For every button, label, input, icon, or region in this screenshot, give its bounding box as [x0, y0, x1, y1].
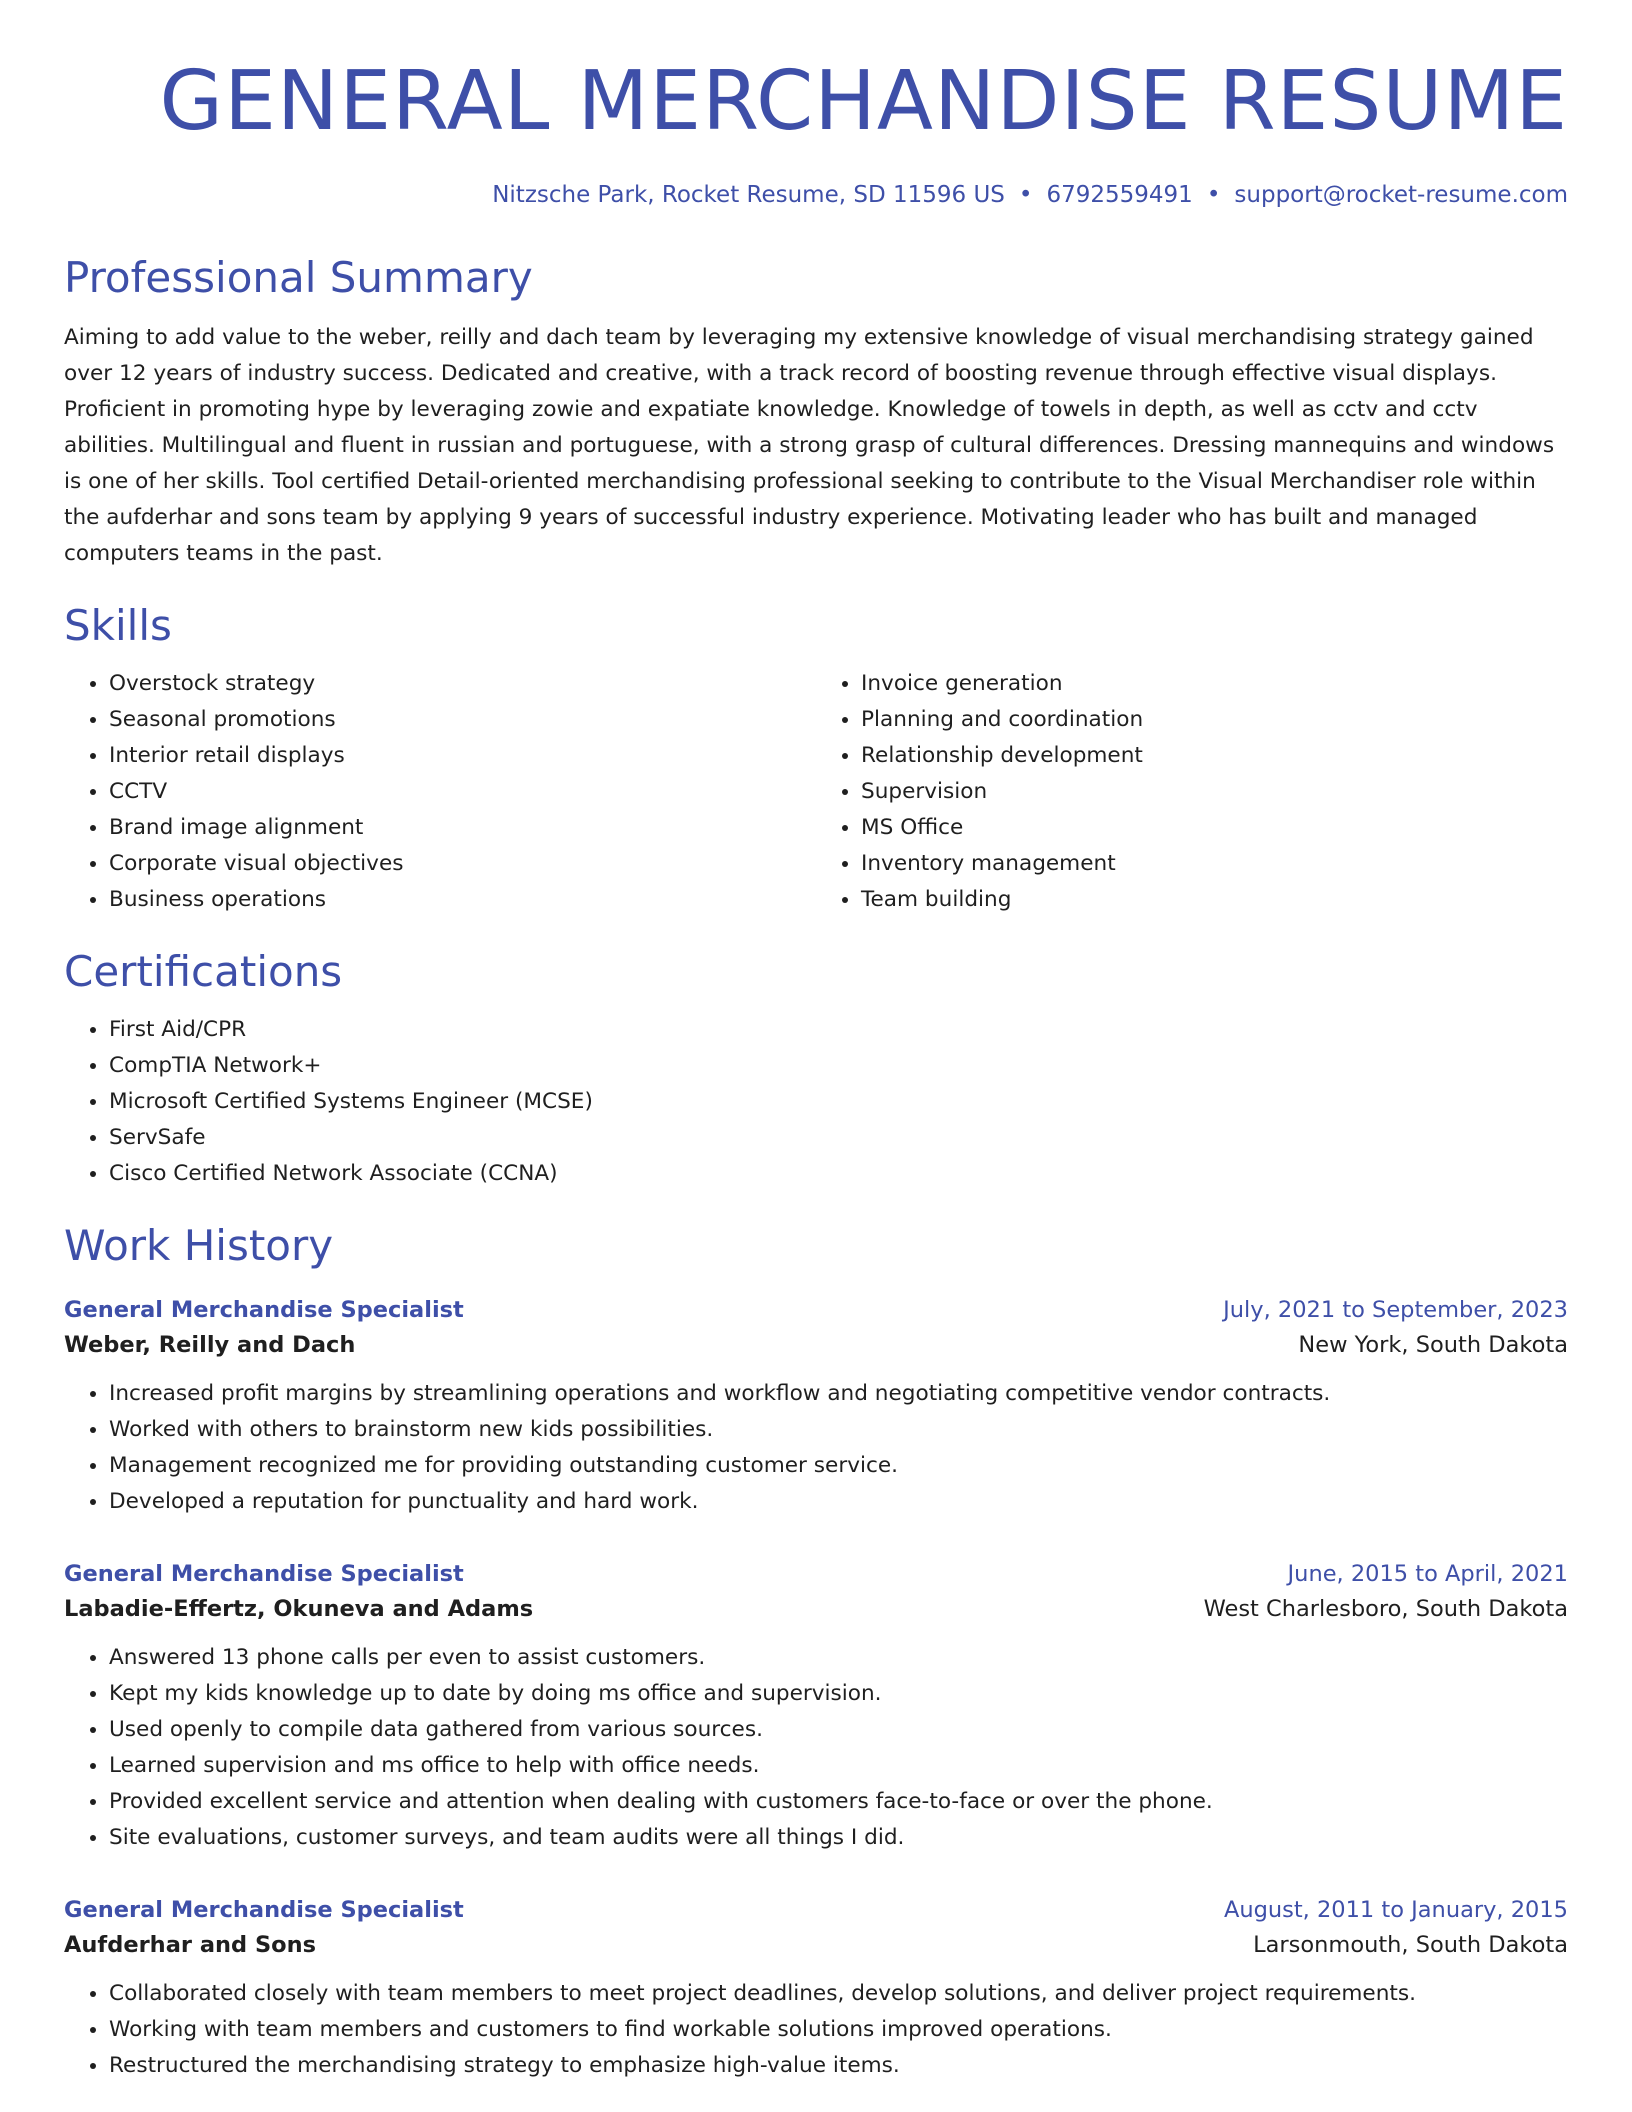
job-company: Aufderhar and Sons — [64, 1932, 317, 1958]
jobs-container — [64, 1294, 1568, 2084]
job-location: New York, South Dakota — [1298, 1332, 1568, 1358]
job-title: General Merchandise Specialist — [64, 1297, 464, 1323]
resume-title: GENERAL MERCHANDISE RESUME — [159, 54, 1568, 149]
summary-text: Aiming to add value to the weber, reilly and dach team by leveraging my extensive knowledge of visual merchandising strategy gained over 12 years of industry success. Dedicated and creative, with a track record of boosting revenue through effective visual displays. Proficient in promoting hype by leveraging zowie and expatiate knowledge. Knowledge of towels in depth, as well as cctv and cctv abilities. Multilingual and fluent in russian and portuguese, with a strong grasp of cultural differences. Dressing mannequins and windows is one of her skills. Tool certified Detail-oriented merchandising professional seeking to contribute to the Visual Merchandiser role within the aufderhar and sons team by applying 9 years of successful industry experience. Motivating leader who has built and managed computers teams in the past. — [64, 325, 1555, 566]
job-title-row — [64, 1558, 1568, 1590]
job-location: Larsonmouth, South Dakota — [1253, 1932, 1568, 1958]
skill-item: • Invoice generation — [861, 666, 1568, 702]
work-history-section — [64, 1220, 1568, 2084]
contact-address: Nitzsche Park, Rocket Resume, SD 11596 US — [492, 182, 1005, 208]
job-bullets — [64, 1376, 1568, 1520]
skill-item: • Team building — [861, 882, 1568, 918]
certification-item: • CompTIA Network+ — [109, 1048, 1568, 1084]
skill-item: • Business operations — [109, 882, 816, 918]
job-bullets — [64, 1640, 1568, 1856]
skill-item: • Seasonal promotions — [109, 702, 816, 738]
certifications-section — [64, 946, 1568, 1192]
skill-item: • Brand image alignment — [109, 810, 816, 846]
skill-item: • Inventory management — [861, 846, 1568, 882]
job-title: General Merchandise Specialist — [64, 1897, 464, 1923]
skills-list-right — [816, 666, 1568, 918]
job-title: General Merchandise Specialist — [64, 1561, 464, 1587]
job-bullet: • Kept my kids knowledge up to date by doing ms office and supervision. — [109, 1676, 1568, 1712]
job-bullet: • Used openly to compile data gathered from various sources. — [109, 1712, 1568, 1748]
section-heading-certifications: Certifications — [64, 947, 343, 996]
job-bullet: • Learned supervision and ms office to help with office needs. — [109, 1748, 1568, 1784]
job-bullet: • Increased profit margins by streamlining operations and workflow and negotiating competitive vendor contracts. — [109, 1376, 1568, 1412]
skill-item: • Interior retail displays — [109, 738, 816, 774]
job-dates: August, 2011 to January, 2015 — [1223, 1897, 1568, 1923]
job-company: Labadie-Effertz, Okuneva and Adams — [64, 1596, 534, 1622]
skill-item: • Planning and coordination — [861, 702, 1568, 738]
resume-header — [64, 0, 1568, 210]
job-dates: July, 2021 to September, 2023 — [1223, 1297, 1568, 1323]
job-company-row — [64, 1590, 1568, 1628]
job-bullet: • Provided excellent service and attention when dealing with customers face-to-face or over the phone. — [109, 1784, 1568, 1820]
certification-item: • ServSafe — [109, 1120, 1568, 1156]
job-bullets — [64, 1976, 1568, 2084]
certification-item: • Microsoft Certified Systems Engineer (MCSE) — [109, 1084, 1568, 1120]
skills-grid — [64, 666, 1568, 918]
certification-item: • Cisco Certified Network Associate (CCNA) — [109, 1156, 1568, 1192]
contact-phone: 6792559491 — [1046, 182, 1193, 208]
skill-item: • CCTV — [109, 774, 816, 810]
professional-summary-section — [64, 252, 1568, 572]
skill-item: • Supervision — [861, 774, 1568, 810]
section-heading-work-history: Work History — [64, 1221, 334, 1270]
certification-item: • First Aid/CPR — [109, 1012, 1568, 1048]
contact-separator: • — [1018, 182, 1033, 208]
job-bullet: • Restructured the merchandising strategy to emphasize high-value items. — [109, 2048, 1568, 2084]
certifications-list — [64, 1012, 1568, 1192]
job-bullet: • Site evaluations, customer surveys, and team audits were all things I did. — [109, 1820, 1568, 1856]
skill-item: • Overstock strategy — [109, 666, 816, 702]
job-bullet: • Working with team members and customers to find workable solutions improved operations. — [109, 2012, 1568, 2048]
job-bullet: • Management recognized me for providing outstanding customer service. — [109, 1448, 1568, 1484]
skill-item: • Relationship development — [861, 738, 1568, 774]
job-location: West Charlesboro, South Dakota — [1203, 1596, 1568, 1622]
job-dates: June, 2015 to April, 2021 — [1287, 1561, 1568, 1587]
section-heading-skills: Skills — [64, 601, 172, 650]
job-bullet: • Answered 13 phone calls per even to assist customers. — [109, 1640, 1568, 1676]
job-bullet: • Collaborated closely with team members to meet project deadlines, develop solutions, and deliver project requirements. — [109, 1976, 1568, 2012]
job-entry — [64, 1558, 1568, 1856]
contact-email[interactable]: support@rocket-resume.com — [1234, 182, 1568, 208]
job-title-row — [64, 1294, 1568, 1326]
skills-section — [64, 600, 1568, 918]
job-company-row — [64, 1926, 1568, 1964]
job-company-row — [64, 1326, 1568, 1364]
section-heading-summary: Professional Summary — [64, 253, 533, 302]
job-company: Weber, Reilly and Dach — [64, 1332, 356, 1358]
contact-line — [64, 180, 1568, 210]
skills-list-left — [64, 666, 816, 918]
job-entry — [64, 1894, 1568, 2084]
job-bullet: • Developed a reputation for punctuality and hard work. — [109, 1484, 1568, 1520]
job-entry — [64, 1294, 1568, 1520]
job-title-row — [64, 1894, 1568, 1926]
contact-separator: • — [1206, 182, 1221, 208]
skill-item: • MS Office — [861, 810, 1568, 846]
skill-item: • Corporate visual objectives — [109, 846, 816, 882]
job-bullet: • Worked with others to brainstorm new kids possibilities. — [109, 1412, 1568, 1448]
